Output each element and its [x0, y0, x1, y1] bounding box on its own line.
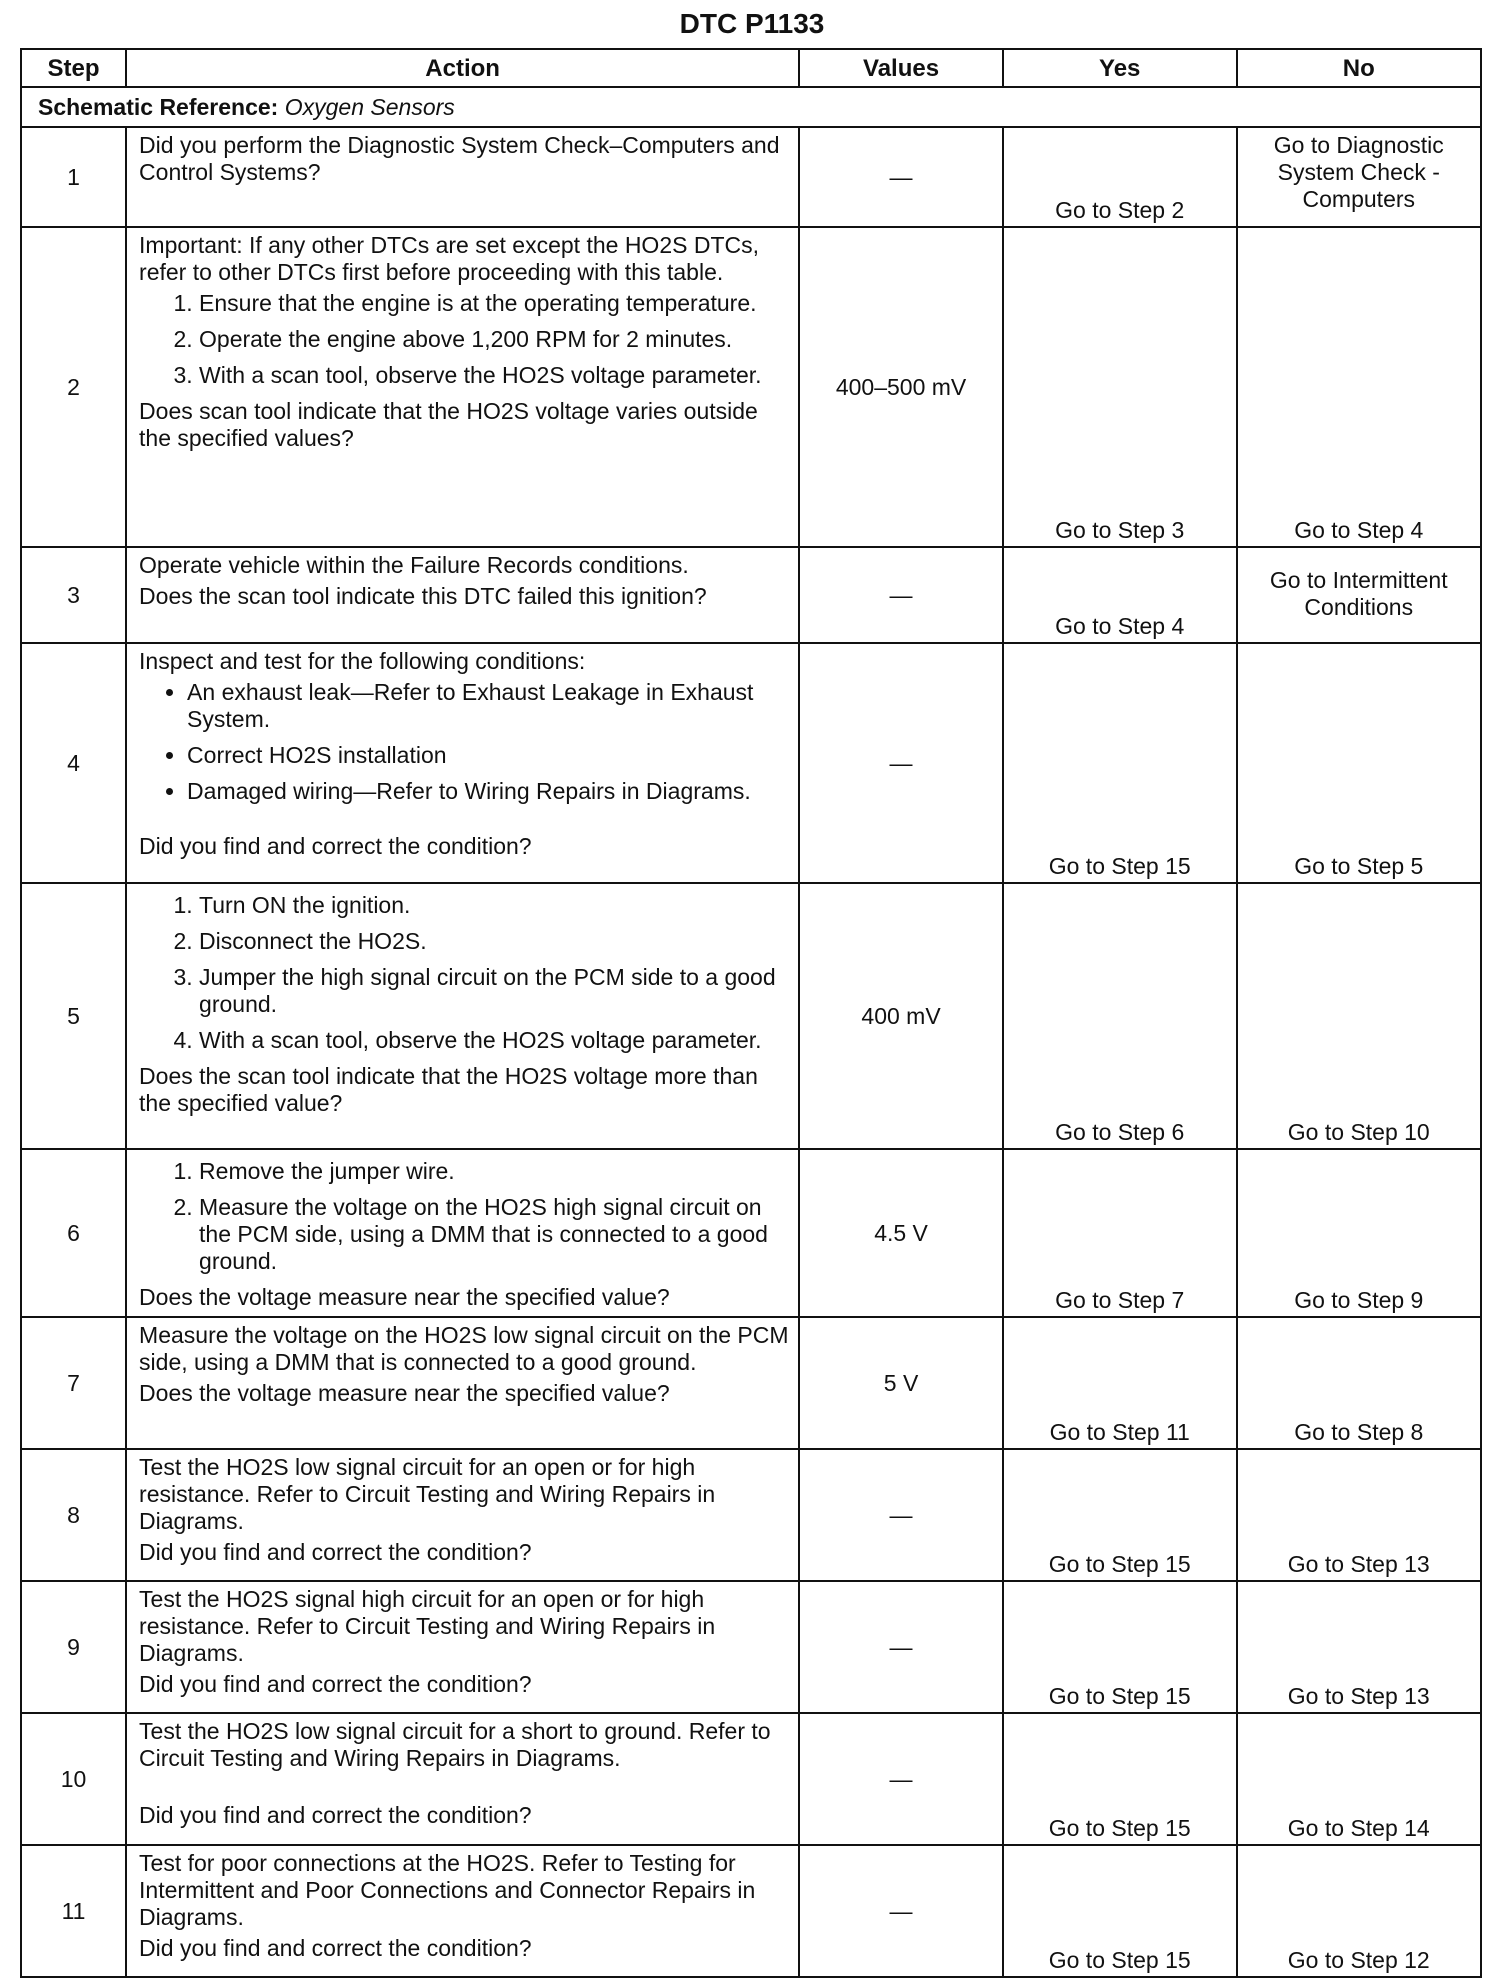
- schematic-label: Schematic Reference:: [38, 93, 279, 120]
- action-cell: [126, 883, 799, 1149]
- yes-cell: Go to Step 7: [1003, 1149, 1237, 1317]
- table-row: [21, 883, 1481, 1149]
- values-cell: 4.5 V: [799, 1149, 1003, 1317]
- diagnostic-table: [20, 48, 1482, 1978]
- values-cell: —: [799, 643, 1003, 883]
- no-cell: Go to Step 4: [1237, 227, 1481, 547]
- values-cell: 400 mV: [799, 883, 1003, 1149]
- action-cell: [126, 1317, 799, 1449]
- step-number: 2: [21, 227, 126, 547]
- action-cell: [126, 227, 799, 547]
- action-question: Did you find and correct the condition?: [139, 1539, 532, 1565]
- action-text: Measure the voltage on the HO2S low signal circuit on the PCM side, using a DMM that is connected to a good ground.: [139, 1322, 789, 1375]
- step-number: 9: [21, 1581, 126, 1713]
- values-cell: 400–500 mV: [799, 227, 1003, 547]
- no-cell: Go to Step 5: [1237, 643, 1481, 883]
- yes-cell: Go to Step 2: [1003, 127, 1237, 227]
- action-cell: [126, 1713, 799, 1845]
- action-steps: [139, 1158, 790, 1275]
- action-steps: [139, 290, 790, 389]
- list-item: 2. Measure the voltage on the HO2S high signal circuit on the PCM side, using a DMM that is connected to a good ground.: [199, 1194, 790, 1275]
- table-row: [21, 1317, 1481, 1449]
- schematic-reference: [21, 87, 1481, 127]
- action-bullets: [139, 679, 790, 805]
- list-item: • Damaged wiring—Refer to Wiring Repairs in Diagrams.: [187, 778, 790, 805]
- list-item: • Correct HO2S installation: [187, 742, 790, 769]
- table-row: [21, 1581, 1481, 1713]
- step-number: 5: [21, 883, 126, 1149]
- values-cell: —: [799, 1845, 1003, 1977]
- step-number: 3: [21, 547, 126, 643]
- no-cell: Go to Intermittent Conditions: [1237, 547, 1481, 643]
- action-question: Did you find and correct the condition?: [139, 1802, 532, 1828]
- yes-cell: Go to Step 4: [1003, 547, 1237, 643]
- no-cell: Go to Step 12: [1237, 1845, 1481, 1977]
- step-number: 6: [21, 1149, 126, 1317]
- header-no: No: [1237, 49, 1481, 87]
- no-cell: Go to Step 13: [1237, 1449, 1481, 1581]
- table-row: [21, 227, 1481, 547]
- no-cell: Go to Step 9: [1237, 1149, 1481, 1317]
- yes-cell: Go to Step 15: [1003, 1449, 1237, 1581]
- action-cell: [126, 643, 799, 883]
- step-number: 8: [21, 1449, 126, 1581]
- no-cell: Go to Step 10: [1237, 883, 1481, 1149]
- action-question: Does the voltage measure near the specified value?: [139, 1284, 670, 1310]
- action-question: Did you find and correct the condition?: [139, 833, 532, 859]
- action-text: Test for poor connections at the HO2S. Refer to Testing for Intermittent and Poor Connections and Connector Repairs in Diagrams.: [139, 1850, 756, 1930]
- header-step: Step: [21, 49, 126, 87]
- list-item: 4. With a scan tool, observe the HO2S voltage parameter.: [199, 1027, 790, 1054]
- list-item: 3. Jumper the high signal circuit on the PCM side to a good ground.: [199, 964, 790, 1018]
- action-cell: [126, 1581, 799, 1713]
- action-cell: [126, 547, 799, 643]
- action-text: Operate vehicle within the Failure Records conditions.: [139, 552, 689, 578]
- values-cell: —: [799, 547, 1003, 643]
- no-cell: Go to Step 8: [1237, 1317, 1481, 1449]
- values-cell: —: [799, 1449, 1003, 1581]
- action-text: Test the HO2S low signal circuit for a short to ground. Refer to Circuit Testing and Wiring Repairs in Diagrams.: [139, 1718, 771, 1771]
- values-cell: —: [799, 1581, 1003, 1713]
- no-cell: Go to Step 13: [1237, 1581, 1481, 1713]
- list-item: 2. Operate the engine above 1,200 RPM for 2 minutes.: [199, 326, 790, 353]
- header-yes: Yes: [1003, 49, 1237, 87]
- list-item: 2. Disconnect the HO2S.: [199, 928, 790, 955]
- action-steps: [139, 892, 790, 1054]
- action-cell: [126, 1449, 799, 1581]
- schematic-value: Oxygen Sensors: [284, 93, 455, 120]
- header-row: [21, 49, 1481, 87]
- table-row: [21, 1713, 1481, 1845]
- no-cell: Go to Diagnostic System Check - Computers: [1237, 127, 1481, 227]
- action-text: Test the HO2S low signal circuit for an open or for high resistance. Refer to Circuit Testing and Wiring Repairs in Diagrams.: [139, 1454, 716, 1534]
- action-cell: [126, 1149, 799, 1317]
- step-number: 10: [21, 1713, 126, 1845]
- action-cell: [126, 127, 799, 227]
- yes-cell: Go to Step 3: [1003, 227, 1237, 547]
- no-cell: Go to Step 14: [1237, 1713, 1481, 1845]
- action-text: Inspect and test for the following conditions:: [139, 648, 586, 674]
- list-item: 1. Turn ON the ignition.: [199, 892, 790, 919]
- list-item: 1. Ensure that the engine is at the operating temperature.: [199, 290, 790, 317]
- table-row: [21, 643, 1481, 883]
- action-cell: [126, 1845, 799, 1977]
- list-item: 3. With a scan tool, observe the HO2S voltage parameter.: [199, 362, 790, 389]
- action-question: Does scan tool indicate that the HO2S voltage varies outside the specified values?: [139, 398, 758, 451]
- schematic-row: [21, 87, 1481, 127]
- list-item: 1. Remove the jumper wire.: [199, 1158, 790, 1185]
- yes-cell: Go to Step 11: [1003, 1317, 1237, 1449]
- action-text: Important: If any other DTCs are set except the HO2S DTCs, refer to other DTCs first before proceeding with this table.: [139, 232, 760, 285]
- action-question: Does the scan tool indicate that the HO2S voltage more than the specified value?: [139, 1063, 758, 1116]
- yes-cell: Go to Step 15: [1003, 1581, 1237, 1713]
- values-cell: —: [799, 1713, 1003, 1845]
- step-number: 4: [21, 643, 126, 883]
- table-row: [21, 547, 1481, 643]
- table-row: [21, 1449, 1481, 1581]
- action-question: Does the voltage measure near the specified value?: [139, 1380, 670, 1406]
- values-cell: 5 V: [799, 1317, 1003, 1449]
- list-item: • An exhaust leak—Refer to Exhaust Leakage in Exhaust System.: [187, 679, 790, 733]
- values-cell: —: [799, 127, 1003, 227]
- table-row: [21, 1149, 1481, 1317]
- yes-cell: Go to Step 6: [1003, 883, 1237, 1149]
- yes-cell: Go to Step 15: [1003, 1713, 1237, 1845]
- table-row: [21, 1845, 1481, 1977]
- step-number: 7: [21, 1317, 126, 1449]
- page-title: DTC P1133: [679, 8, 825, 39]
- yes-cell: Go to Step 15: [1003, 643, 1237, 883]
- action-question: Does the scan tool indicate this DTC failed this ignition?: [139, 583, 707, 609]
- action-question: Did you find and correct the condition?: [139, 1671, 532, 1697]
- header-action: Action: [126, 49, 799, 87]
- action-question: Did you find and correct the condition?: [139, 1935, 532, 1961]
- header-values: Values: [799, 49, 1003, 87]
- step-number: 11: [21, 1845, 126, 1977]
- action-text: Did you perform the Diagnostic System Check–Computers and Control Systems?: [139, 132, 780, 185]
- table-row: [21, 127, 1481, 227]
- yes-cell: Go to Step 15: [1003, 1845, 1237, 1977]
- step-number: 1: [21, 127, 126, 227]
- action-text: Test the HO2S signal high circuit for an open or for high resistance. Refer to Circuit Testing and Wiring Repairs in Diagrams.: [139, 1586, 716, 1666]
